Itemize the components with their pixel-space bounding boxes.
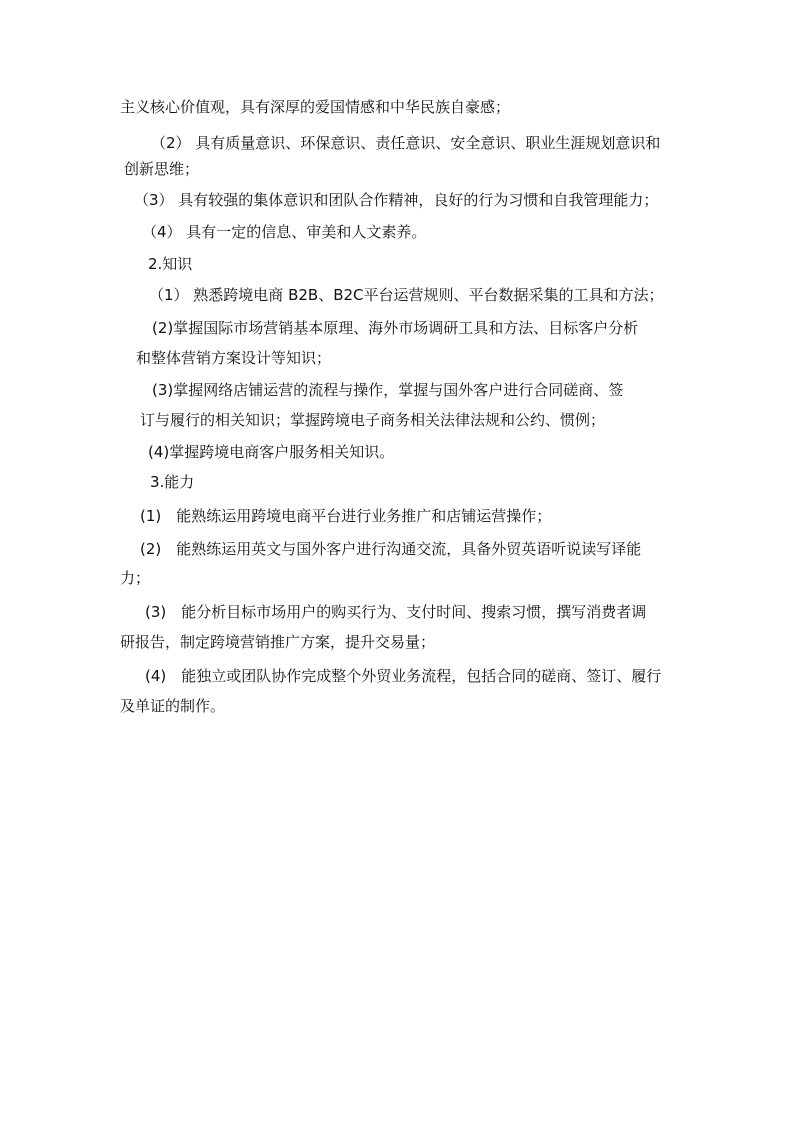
section-heading-knowledge: 2.知识 (148, 255, 193, 273)
text-line-literacy: （4） 具有一定的信息、审美和人文素养。 (142, 223, 427, 241)
text-line-knowledge-4: (4)掌握跨境电商客户服务相关知识。 (148, 443, 395, 461)
text-line-ability-2-cont: 力； (120, 569, 151, 587)
text-line-innovation: 创新思维； (124, 160, 200, 178)
text-line-ability-3: (3) 能分析目标市场用户的购买行为、支付时间、搜索习惯，撰写消费者调 (145, 603, 647, 621)
text-line-knowledge-3-cont: 订与履行的相关知识；掌握跨境电子商务相关法律法规和公约、惯例； (140, 411, 606, 429)
section-heading-ability: 3.能力 (150, 473, 195, 491)
text-line-ability-4: (4) 能独立或团队协作完成整个外贸业务流程，包括合同的磋商、签订、履行 (145, 667, 662, 685)
text-line-knowledge-3: (3)掌握网络店铺运营的流程与操作，掌握与国外客户进行合同磋商、签 (152, 381, 624, 399)
text-line-knowledge-2-cont: 和整体营销方案设计等知识； (136, 349, 332, 367)
text-line-knowledge-2: (2)掌握国际市场营销基本原理、海外市场调研工具和方法、目标客户分析 (152, 319, 639, 337)
text-line-ability-1: (1) 能熟练运用跨境电商平台进行业务推广和店铺运营操作； (140, 507, 552, 525)
text-line-values: 主义核心价值观，具有深厚的爱国情感和中华民族自豪感； (120, 98, 511, 116)
text-line-knowledge-1: （1） 熟悉跨境电商 B2B、B2C平台运营规则、平台数据采集的工具和方法； (149, 286, 664, 304)
text-line-ability-3-cont: 研报告，制定跨境营销推广方案，提升交易量； (120, 633, 436, 651)
text-line-ability-2: (2) 能熟练运用英文与国外客户进行沟通交流，具备外贸英语听说读写译能 (140, 540, 642, 558)
text-line-teamwork: （3） 具有较强的集体意识和团队合作精神，良好的行为习惯和自我管理能力； (134, 191, 659, 209)
text-line-ability-4-cont: 及单证的制作。 (120, 697, 226, 715)
text-line-quality-awareness: （2） 具有质量意识、环保意识、责任意识、安全意识、职业生涯规划意识和 (151, 134, 661, 152)
